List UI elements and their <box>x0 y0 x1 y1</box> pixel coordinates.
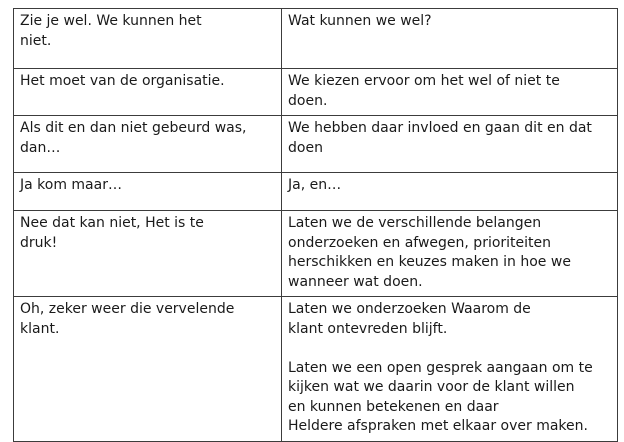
negative-statement-cell: Als dit en dan niet gebeurd was, dan… <box>14 116 282 173</box>
statement-table <box>13 8 618 442</box>
table-row <box>14 116 618 173</box>
table-row <box>14 69 618 116</box>
table-row <box>14 9 618 69</box>
positive-statement-cell: Ja, en… <box>282 173 618 211</box>
positive-statement-cell: We hebben daar invloed en gaan dit en dat doen <box>282 116 618 173</box>
table-row <box>14 297 618 442</box>
positive-statement-cell: Laten we de verschillende belangen onderzoeken en afwegen, prioriteiten herschikken en keuzes maken in hoe we wanneer wat doen. <box>282 211 618 297</box>
positive-statement-cell: Laten we onderzoeken Waarom de klant ontevreden blijft. Laten we een open gesprek aangaan om te kijken wat we daarin voor de klant willen en kunnen betekenen en daar Heldere afspraken met elkaar over maken. <box>282 297 618 442</box>
table-row <box>14 173 618 211</box>
negative-statement-cell: Zie je wel. We kunnen het niet. <box>14 9 282 69</box>
positive-statement-cell: Wat kunnen we wel? <box>282 9 618 69</box>
negative-statement-cell: Nee dat kan niet, Het is te druk! <box>14 211 282 297</box>
negative-statement-cell: Ja kom maar… <box>14 173 282 211</box>
table-row <box>14 211 618 297</box>
negative-statement-cell: Oh, zeker weer die vervelende klant. <box>14 297 282 442</box>
positive-statement-cell: We kiezen ervoor om het wel of niet te doen. <box>282 69 618 116</box>
negative-statement-cell: Het moet van de organisatie. <box>14 69 282 116</box>
